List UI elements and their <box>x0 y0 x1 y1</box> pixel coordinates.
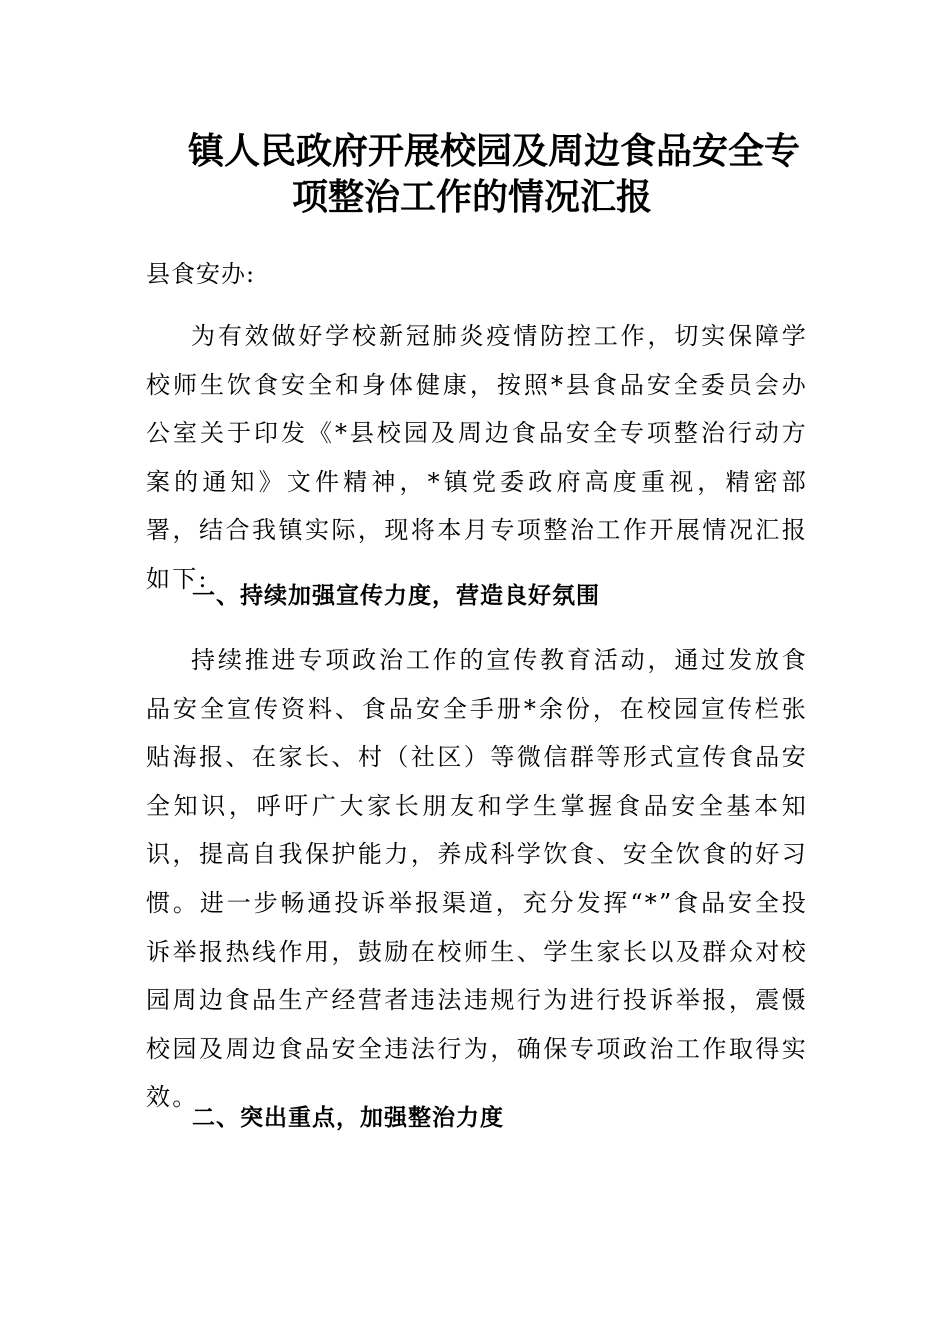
paragraph-publicity: 持续推进专项政治工作的宣传教育活动，通过发放食品安全宣传资料、食品安全手册*余份，在校园宣传栏张贴海报、在家长、村（社区）等微信群等形式宣传食品安全知识，呼吁广大家长朋友和学生掌握食品安全基本知识，提高自我保护能力，养成科学饮食、安全饮食的好习惯。进一步畅通投诉举报渠道，充分发挥“*”食品安全投诉举报热线作用，鼓励在校师生、学生家长以及群众对校园周边食品生产经营者违法违规行为进行投诉举报，震慑校园及周边食品安全违法行为，确保专项政治工作取得实效。 <box>146 646 808 1112</box>
section-heading-2: 二、突出重点，加强整治力度 <box>192 1105 504 1131</box>
salutation: 县食安办: <box>146 260 256 288</box>
title-line-1: 镇人民政府开展校园及周边食品安全专 <box>187 130 800 172</box>
title-line-2: 项整治工作的情况汇报 <box>291 176 652 218</box>
section-heading-1: 一、持续加强宣传力度，营造良好氛围 <box>192 583 600 609</box>
paragraph-intro: 为有效做好学校新冠肺炎疫情防控工作，切实保障学校师生饮食安全和身体健康，按照*县食品安全委员会办公室关于印发《*县校园及周边食品安全专项整治行动方案的通知》文件精神，*镇党委政府高度重视，精密部署，结合我镇实际，现将本月专项整治工作开展情况汇报如下: <box>146 322 808 593</box>
document-title <box>0 128 950 220</box>
